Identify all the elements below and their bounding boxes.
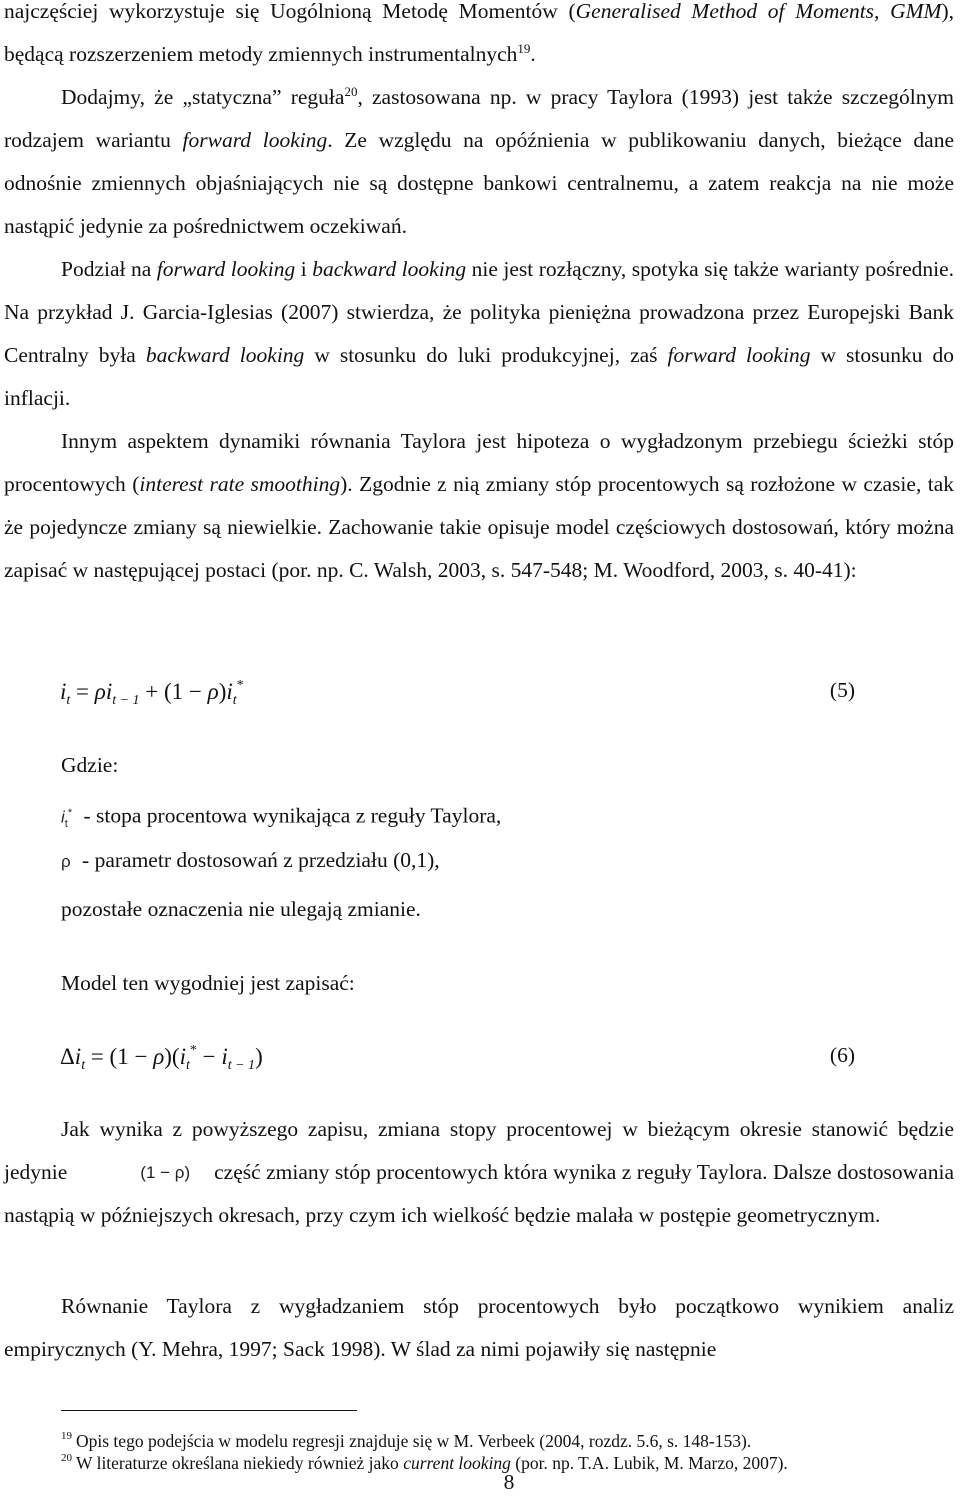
paragraph-1: najczęściej wykorzystuje się Uogólnioną Metodę Momentów (Generalised Method of Moments, GMM), będącą rozszerzeniem metody zmiennych instrumentalnych$^{19}$. bbox=[4, 0, 954, 66]
footnote-19: $^{19}$ Opis tego podejścia w modelu regresji znajduje się w M. Verbeek (2004, rozdz. 5.6, s. 148-153). bbox=[61, 1430, 752, 1451]
gdzie-label: Gdzie: bbox=[61, 753, 119, 777]
paragraph-5: Jak wynika z powyższego zapisu, zmiana stopy procentowej w bieżącym okresie stanowić będzie jedynie (1 − ρ) część zmiany stóp procentowych która wynika z reguły Taylora. Dalsze dostosowania nastąpią w późniejszych okresach, przy czym ich wielkość będzie malała w postępie geometrycznym. bbox=[4, 1117, 954, 1227]
footnote-ref-20[interactable]: 20 bbox=[344, 83, 358, 99]
footnote-divider bbox=[61, 1410, 357, 1411]
equation-5-number: (5) bbox=[829, 678, 855, 702]
equation-6-formula: $\Delta i_t = (1 - \rho)(i_t^* - i_{t - 1})$ bbox=[60, 1043, 263, 1073]
equation-6 bbox=[60, 1043, 860, 1083]
model-line: Model ten wygodniej jest zapisać: bbox=[61, 971, 355, 995]
equation-6-number: (6) bbox=[829, 1043, 855, 1067]
paragraph-4: Innym aspektem dynamiki równania Taylora jest hipoteza o wygładzonym przebiegu ścieżki stóp procentowych (interest rate smoothing). Zgodnie z nią zmiany stóp procentowych są rozłożone w czasie, tak że pojedyncze zmiany są niewielkie. Zachowanie takie opisuje model częściowych dostosowań, który można zapisać w następującej postaci (por. np. C. Walsh, 2003, s. 547-548; M. Woodford, 2003, s. 40-41): bbox=[4, 429, 954, 582]
legend-item-rho: ρ - parametr dostosowań z przedziału (0,1), bbox=[61, 845, 440, 877]
one-minus-rho-symbol-icon: (1 − ρ) bbox=[140, 1163, 191, 1182]
footnote-ref-19[interactable]: 19 bbox=[517, 40, 531, 56]
page-number: 8 bbox=[503, 1470, 515, 1494]
legend-item-i-star: $i_t^*$ - stopa procentowa wynikająca z reguły Taylora, bbox=[61, 798, 501, 839]
paragraph-6: Równanie Taylora z wygładzaniem stóp procentowych było początkowo wynikiem analiz empirycznych (Y. Mehra, 1997; Sack 1998). W ślad za nimi pojawiły się następnie bbox=[4, 1294, 954, 1361]
paragraph-3: Podział na forward looking i backward looking nie jest rozłączny, spotyka się także warianty pośrednie. Na przykład J. Garcia-Iglesias (2007) stwierdza, że polityka pieniężna prowadzona przez Europejski Bank Centralny była backward looking w stosunku do luki produkcyjnej, zaś forward looking w stosunku do inflacji. bbox=[4, 257, 955, 410]
equation-5 bbox=[60, 678, 860, 718]
rho-symbol-icon: ρ bbox=[61, 852, 71, 871]
i-star-symbol-icon: $i_t^*$ bbox=[61, 807, 73, 831]
pozostale-line: pozostałe oznaczenia nie ulegają zmianie. bbox=[61, 897, 421, 921]
paragraph-2: Dodajmy, że „statyczna” reguła$^{20}$, zastosowana np. w pracy Taylora (1993) jest także szczególnym rodzajem wariantu forward looking. Ze względu na opóźnienia w publikowaniu danych, bieżące dane odnośnie zmiennych objaśniających nie są dostępne bankowi centralnemu, a zatem reakcja na nie może nastąpić jedynie za pośrednictwem oczekiwań. bbox=[4, 83, 955, 238]
footnote-20: $^{20}$ W literaturze określana niekiedy również jako current looking (por. np. T.A. Lubik, M. Marzo, 2007). bbox=[61, 1452, 788, 1473]
equation-5-formula: $i_t = \rho i_{t - 1} + (1 - \rho)i_t^*$ bbox=[60, 678, 244, 708]
